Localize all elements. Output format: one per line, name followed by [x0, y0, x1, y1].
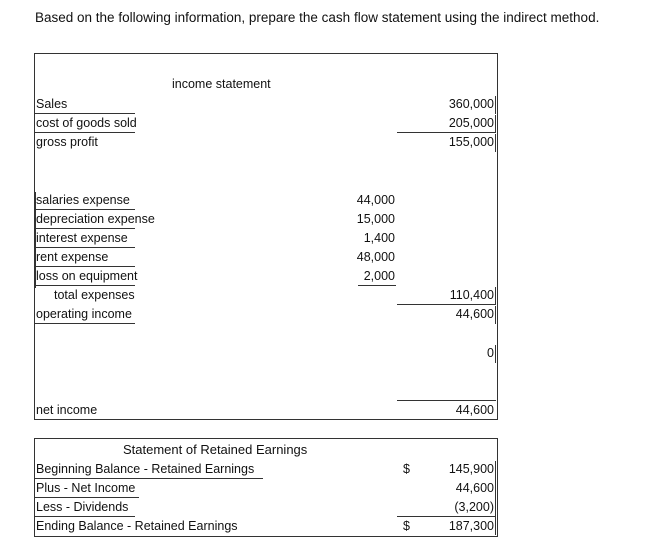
sales-label: Sales	[36, 97, 68, 111]
expense-value: 48,000	[356, 250, 395, 264]
re-row-label: Less - Dividends	[36, 500, 129, 514]
net-income-label: net income	[36, 403, 98, 417]
cogs-label: cost of goods sold	[36, 116, 137, 130]
income-statement-title: income statement	[172, 77, 271, 91]
net-income-value: 44,600	[455, 403, 494, 417]
re-row-value: 145,900	[448, 462, 494, 476]
retained-earnings-title: Statement of Retained Earnings	[123, 442, 308, 457]
expense-label: loss on equipment	[36, 269, 138, 283]
total-expenses-label: total expenses	[54, 288, 135, 302]
re-row-value: 44,600	[455, 481, 494, 495]
expense-label: rent expense	[36, 250, 109, 264]
re-row-label: Ending Balance - Retained Earnings	[36, 519, 238, 533]
re-row-label: Beginning Balance - Retained Earnings	[36, 462, 255, 476]
total-expenses-value: 110,400	[449, 288, 494, 302]
re-row-label: Plus - Net Income	[36, 481, 136, 495]
gross-profit-label: gross profit	[36, 135, 98, 149]
re-row-currency: $	[403, 462, 410, 476]
re-row-value: 187,300	[448, 519, 494, 533]
gross-profit-value: 155,000	[448, 135, 494, 149]
cogs-value: 205,000	[448, 116, 494, 130]
instruction-text: Based on the following information, prepare the cash flow statement using the indirect method.	[35, 10, 600, 25]
re-row-value: (3,200)	[454, 500, 494, 514]
expense-label: depreciation expense	[36, 212, 155, 226]
other-value: 0	[487, 346, 494, 360]
expense-value: 15,000	[356, 212, 395, 226]
expense-label: interest expense	[36, 231, 128, 245]
expense-value: 1,400	[363, 231, 395, 245]
expense-value: 44,000	[356, 193, 395, 207]
operating-income-label: operating income	[36, 307, 132, 321]
expense-label: salaries expense	[36, 193, 130, 207]
sales-value: 360,000	[448, 97, 494, 111]
operating-income-value: 44,600	[455, 307, 494, 321]
expense-value: 2,000	[363, 269, 395, 283]
re-row-currency: $	[403, 519, 410, 533]
